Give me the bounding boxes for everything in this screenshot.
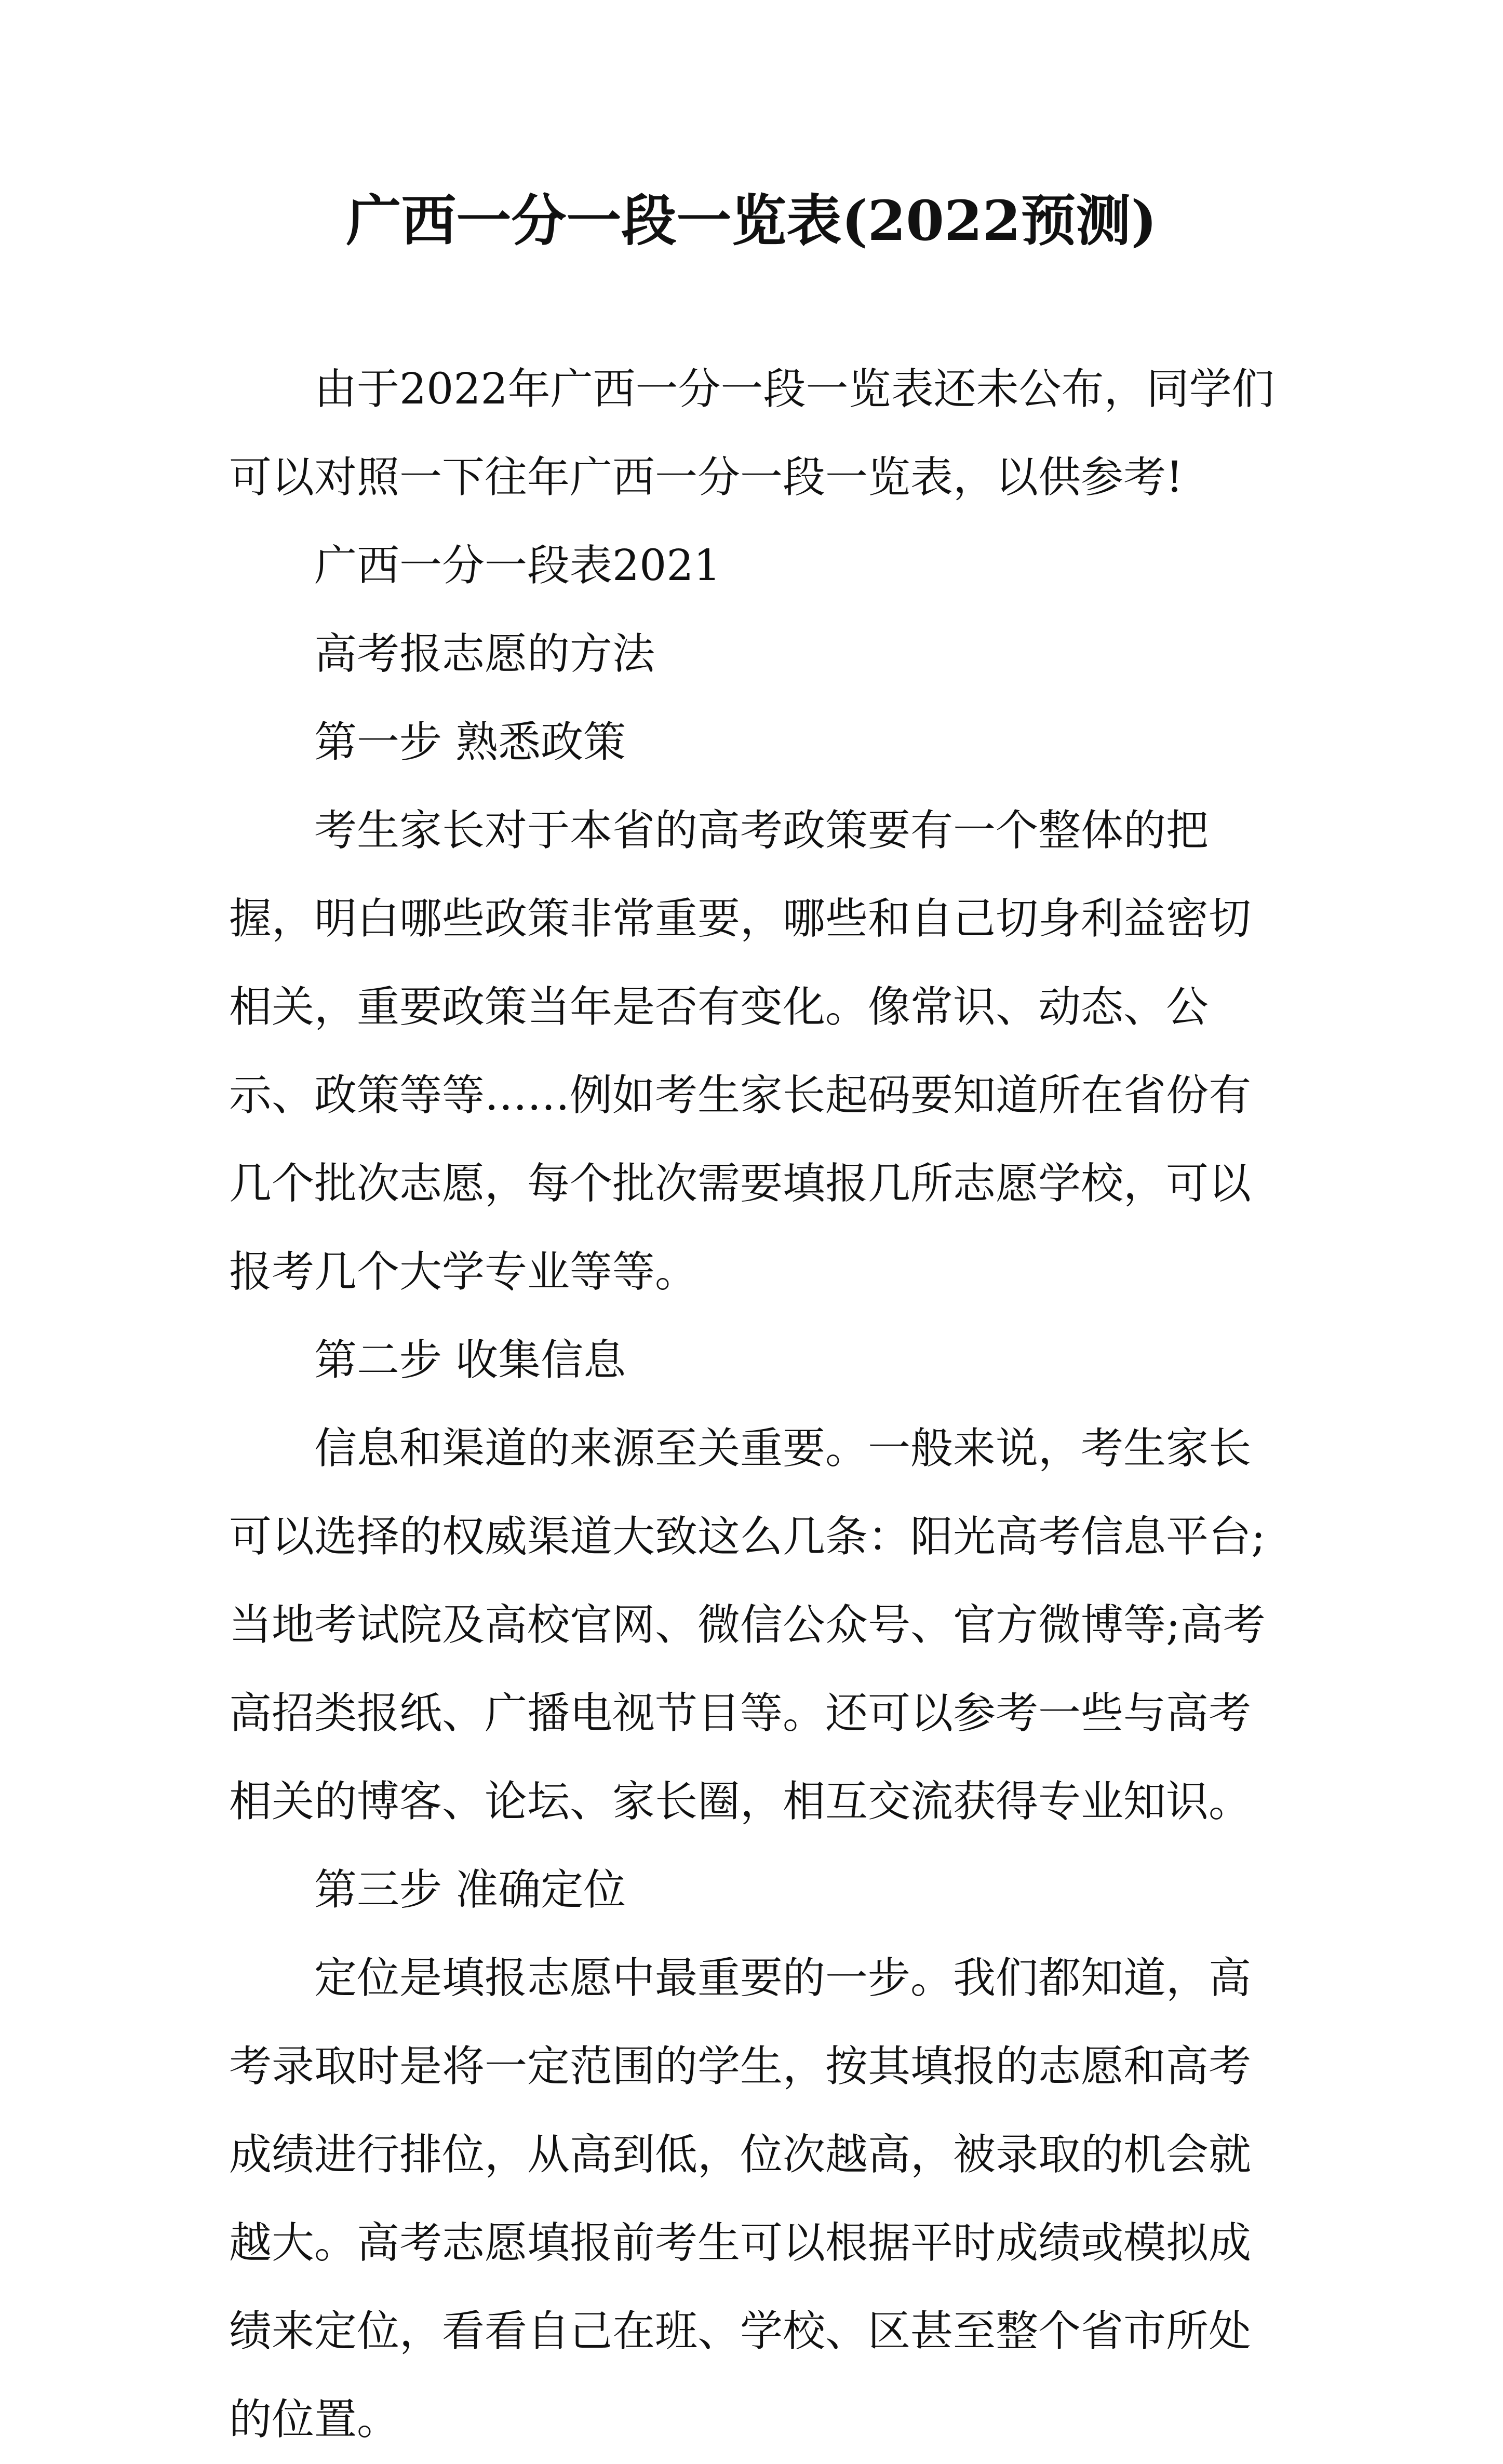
intro-paragraph: 由于2022年广西一分一段一览表还未公布，同学们可以对照一下往年广西一分一段一览表，以供参考! [229, 365, 1274, 502]
step-two-heading: 第二步 收集信息 [314, 1336, 626, 1385]
document-body [229, 345, 1289, 2464]
step-two-paragraph: 信息和渠道的来源至关重要。一般来说，考生家长可以选择的权威渠道大致这么几条：阳光高考信息平台;当地考试院及高校官网、微信公众号、官方微博等;高考高招类报纸、广播电视节目等。还可以参考一些与高考相关的博客、论坛、家长圈，相互交流获得专业知识。 [229, 1424, 1266, 1826]
section-heading: 高考报志愿的方法 [314, 629, 655, 679]
step-three-heading: 第三步 准确定位 [314, 1865, 626, 1915]
step-three-paragraph: 定位是填报志愿中最重要的一步。我们都知道，高考录取时是将一定范围的学生，按其填报的志愿和高考成绩进行排位，从高到低，位次越高，被录取的机会就越大。高考志愿填报前考生可以根据平时成绩或模拟成绩来定位，看看自己在班、学校、区甚至整个省市所处的位置。 [229, 1954, 1252, 2444]
document-title: 广西一分一段一览表(2022预测) [346, 188, 1157, 253]
table-caption: 广西一分一段表2021 [314, 541, 721, 590]
step-one-heading: 第一步 熟悉政策 [314, 718, 626, 767]
step-one-paragraph: 考生家长对于本省的高考政策要有一个整体的把握，明白哪些政策非常重要，哪些和自己切身利益密切相关，重要政策当年是否有变化。像常识、动态、公示、政策等等……例如考生家长起码要知道所在省份有几个批次志愿，每个批次需要填报几所志愿学校，可以报考几个大学专业等等。 [229, 806, 1252, 1297]
